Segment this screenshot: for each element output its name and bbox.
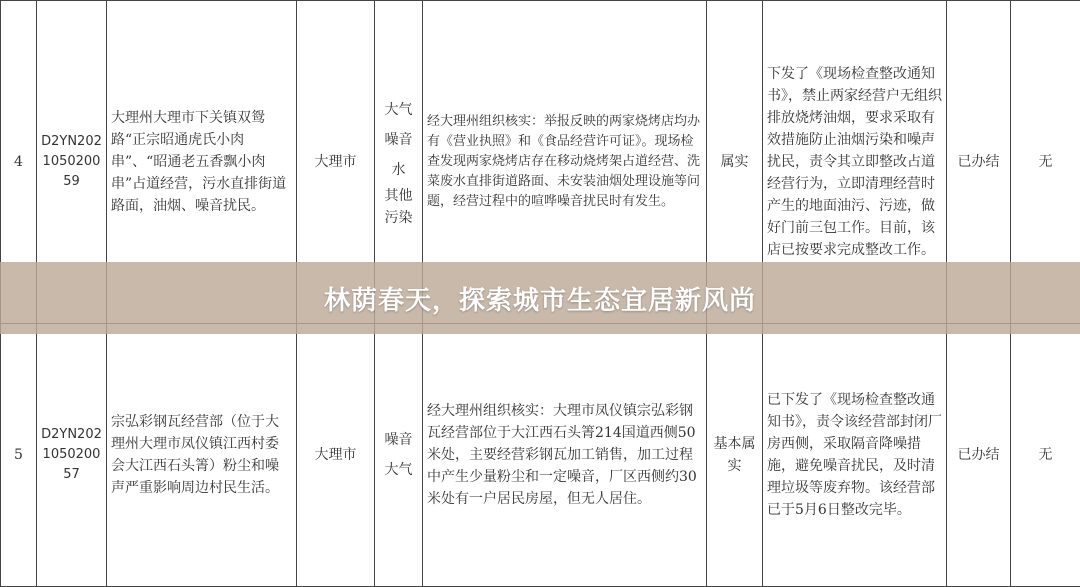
verification-details: 经大理州组织核实：举报反映的两家烧烤店均办有《营业执照》和《食品经营许可证》。现场检查发现两家烧烤店存在移动烧烤架占道经营、洗菜废水直排街道路面、未安装油烟处理设施等问题，经营过程中的喧哗噪音扰民时有发生。 [423,1,707,324]
pollution-type-item: 大气 [379,95,418,125]
handling-measures: 已下发了《现场检查整改通知书》，责令该经营部封闭厂房西侧，采取隔音降噪措施，避免噪音扰民，及时清理垃圾等废弃物。该经营部已于5月6日整改完毕。 [763,324,947,587]
pollution-type [375,324,423,587]
other-notes: 无 [1011,1,1080,324]
verification-result: 基本属实 [707,324,763,587]
verification-details: 经大理州组织核实：大理市凤仪镇宗弘彩钢瓦经营部位于大江西石头箐214国道西侧50米处，主要经营彩钢瓦加工销售，加工过程中产生少量粉尘和一定噪音，厂区西侧约30米处有一户居民房屋，但无人居住。 [423,324,707,587]
complaint-content: 宗弘彩钢瓦经营部（位于大理州大理市凤仪镇江西村委会大江西石头箐）粉尘和噪声严重影响周边村民生活。 [107,324,297,587]
complaint-content: 大理州大理市下关镇双鸳路“正宗昭通虎氏小肉串”、“昭通老五香飘小肉串”占道经营，污水直排街道路面，油烟、噪音扰民。 [107,1,297,324]
row-number: 4 [1,1,37,324]
banner-title: 林荫春天，探索城市生态宜居新风尚 [324,280,756,317]
pollution-type-item: 噪音 [379,425,418,455]
administrative-area: 大理市 [297,1,375,324]
row-number: 5 [1,324,37,587]
pollution-type-item: 水 [379,155,418,185]
case-code: D2YN202105020057 [37,324,107,587]
pollution-type-item: 污染 [379,207,418,229]
case-code: D2YN202105020059 [37,1,107,324]
pollution-type-item: 其他 [379,185,418,207]
administrative-area: 大理市 [297,324,375,587]
pollution-type-item: 大气 [379,455,418,485]
status-text: 已办结 [947,324,1011,587]
status-text: 已办结 [947,1,1011,324]
verification-result: 属实 [707,1,763,324]
table-row [1,324,1080,587]
handling-measures: 下发了《现场检查整改通知书》，禁止两家经营户无组织排放烧烤油烟，要求采取有效措施防止油烟污染和噪声扰民，责令其立即整改占道经营行为，立即清理经营时产生的地面油污、污迹，做好门前三包工作。目前，该店已按要求完成整改工作。 [763,1,947,324]
pollution-type-item: 噪音 [379,125,418,155]
other-notes: 无 [1011,324,1080,587]
title-banner [0,262,1080,334]
